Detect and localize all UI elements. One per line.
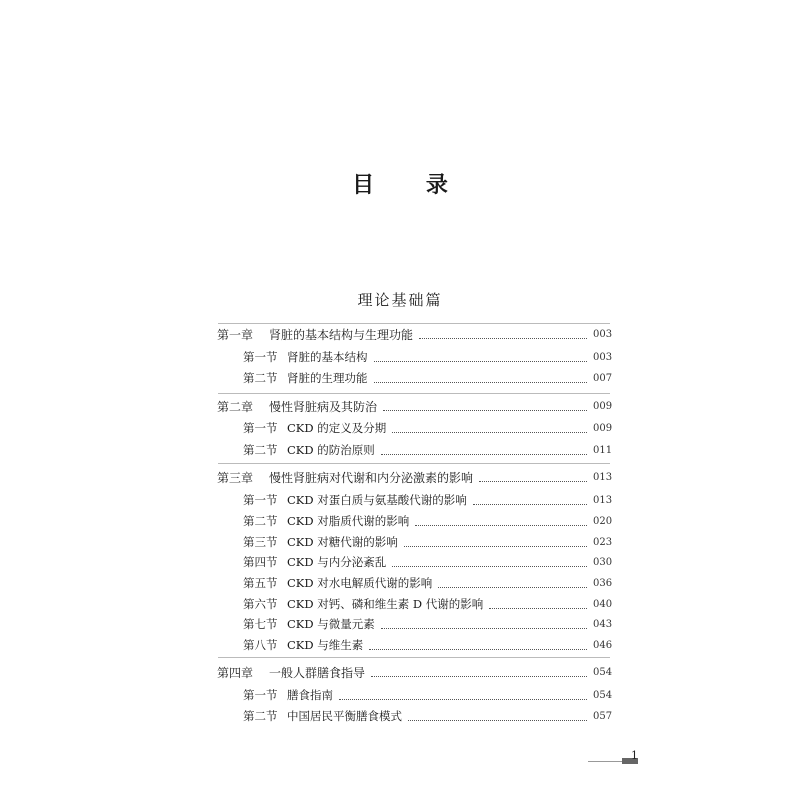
toc-entry-number: 第二节 (243, 371, 278, 385)
toc-section-row (243, 595, 611, 613)
toc-page-number: 043 (593, 618, 613, 630)
toc-entry-number: 第一节 (243, 421, 278, 435)
dot-leader (381, 627, 587, 629)
dot-leader (473, 503, 587, 505)
toc-page-number: 020 (593, 515, 613, 527)
dot-leader (479, 480, 587, 482)
toc-entry-number: 第三节 (243, 535, 278, 549)
toc-entry-title: CKD 对蛋白质与氨基酸代谢的影响 (287, 493, 467, 507)
toc-entry-title: 慢性肾脏病对代谢和内分泌激素的影响 (269, 470, 474, 485)
toc-entry-number: 第二章 (217, 399, 254, 414)
toc-entry-number: 第二节 (243, 709, 278, 723)
dot-leader (392, 565, 587, 567)
toc-entry-number: 第七节 (243, 617, 278, 631)
toc-entry-title: CKD 对脂质代谢的影响 (287, 514, 410, 528)
toc-entry-number: 第六节 (243, 597, 278, 611)
toc-section-row (243, 707, 611, 725)
toc-chapter-row (217, 397, 611, 415)
dot-leader (392, 431, 587, 433)
toc-section-row (243, 553, 611, 571)
toc-entry-number: 第三章 (217, 470, 254, 485)
toc-page-number: 036 (593, 577, 613, 589)
toc-page-number: 013 (593, 494, 613, 506)
toc-entry-number: 第一节 (243, 350, 278, 364)
toc-section-row (243, 615, 611, 633)
toc-entry-number: 第二节 (243, 443, 278, 457)
toc-page-number: 007 (593, 372, 613, 384)
dot-leader (369, 648, 587, 650)
toc-page-number: 003 (593, 351, 613, 363)
dot-leader (374, 360, 588, 362)
toc-chapter-row (217, 468, 611, 486)
toc-page-number: 009 (593, 422, 613, 434)
toc-page-number: 011 (593, 444, 613, 456)
toc-entry-number: 第五节 (243, 576, 278, 590)
dot-leader (374, 381, 588, 383)
toc-section-row (243, 491, 611, 509)
dot-leader (419, 337, 587, 339)
toc-page-number: 009 (593, 400, 613, 412)
part-title: 理论基础篇 (357, 291, 443, 309)
toc-entry-title: 肾脏的生理功能 (287, 371, 368, 385)
dot-leader (383, 409, 587, 411)
footer-rule (588, 761, 623, 762)
toc-chapter-row (217, 325, 611, 343)
toc-page-number: 046 (593, 639, 613, 651)
toc-section-row (243, 348, 611, 366)
toc-entry-number: 第四章 (217, 665, 254, 680)
dot-leader (438, 586, 587, 588)
toc-entry-number: 第一章 (217, 327, 254, 342)
toc-section-row (243, 533, 611, 551)
toc-page-number: 030 (593, 556, 613, 568)
toc-entry-title: CKD 与内分泌紊乱 (287, 555, 387, 569)
page-number: 1 (631, 749, 638, 762)
toc-entry-title: CKD 对钙、磷和维生素 D 代谢的影响 (287, 597, 484, 611)
toc-page-number: 040 (593, 598, 613, 610)
toc-section-row (243, 419, 611, 437)
toc-section-row (243, 512, 611, 530)
toc-entry-number: 第四节 (243, 555, 278, 569)
toc-chapter-row (217, 663, 611, 681)
dot-leader (371, 675, 587, 677)
dot-leader (415, 524, 587, 526)
toc-section-row (243, 574, 611, 592)
toc-entry-title: CKD 与微量元素 (287, 617, 375, 631)
toc-section-row (243, 441, 611, 459)
toc-entry-title: 慢性肾脏病及其防治 (269, 399, 378, 414)
toc-entry-title: CKD 的定义及分期 (287, 421, 387, 435)
toc-entry-title: CKD 对水电解质代谢的影响 (287, 576, 433, 590)
dot-leader (404, 545, 587, 547)
toc-entry-title: 一般人群膳食指导 (269, 665, 366, 680)
toc-section-row (243, 686, 611, 704)
toc-entry-title: CKD 的防治原则 (287, 443, 375, 457)
toc-entry-title: CKD 与维生素 (287, 638, 364, 652)
toc-entry-number: 第二节 (243, 514, 278, 528)
toc-section-row (243, 369, 611, 387)
toc-entry-title: 中国居民平衡膳食模式 (287, 709, 402, 723)
toc-page-number: 054 (593, 666, 613, 678)
toc-page-number: 023 (593, 536, 613, 548)
toc-entry-title: 肾脏的基本结构 (287, 350, 368, 364)
dot-leader (408, 719, 587, 721)
toc-entry-number: 第一节 (243, 688, 278, 702)
toc-entry-title: 膳食指南 (287, 688, 333, 702)
toc-page-number: 054 (593, 689, 613, 701)
dot-leader (489, 607, 587, 609)
toc-entry-number: 第八节 (243, 638, 278, 652)
toc-page-number: 003 (593, 328, 613, 340)
dot-leader (381, 453, 587, 455)
dot-leader (339, 698, 587, 700)
toc-entry-title: CKD 对糖代谢的影响 (287, 535, 398, 549)
toc-page-number: 057 (593, 710, 613, 722)
toc-page-number: 013 (593, 471, 613, 483)
toc-entry-title: 肾脏的基本结构与生理功能 (269, 327, 414, 342)
toc-entry-number: 第一节 (243, 493, 278, 507)
toc-section-row (243, 636, 611, 654)
page-title: 目 录 (352, 172, 470, 198)
